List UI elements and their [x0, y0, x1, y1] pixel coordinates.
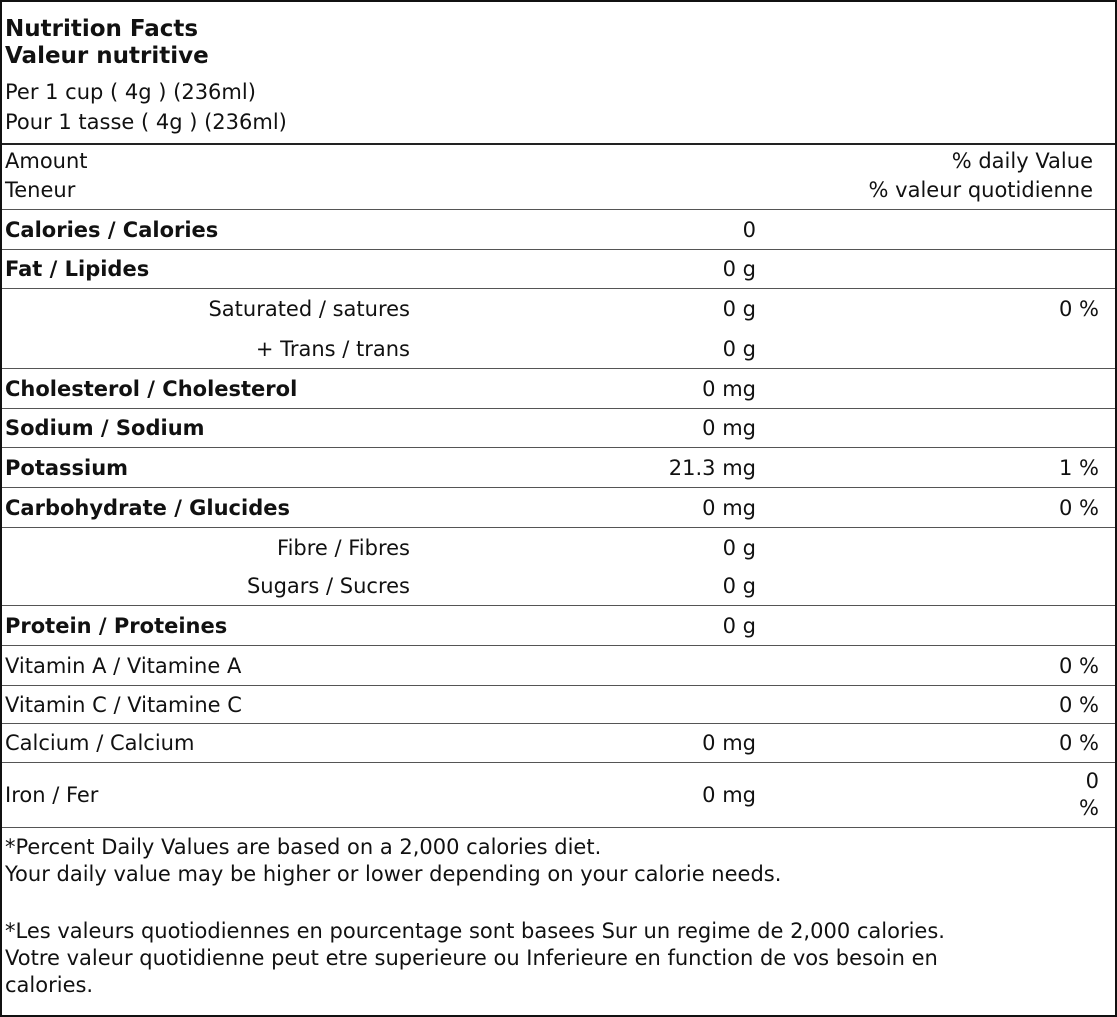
nutrient-row-carbohydrate [2, 488, 1115, 527]
divider [2, 827, 1115, 828]
nutrient-label: + Trans / trans [255, 336, 410, 361]
nutrient-amount: 0 g [722, 535, 756, 560]
divider-header [2, 143, 1115, 145]
nutrient-amount: 0 mg [702, 731, 756, 755]
title-english: Nutrition Facts [5, 16, 199, 42]
nutrient-amount: 0 [742, 217, 756, 242]
nutrient-row-potassium [2, 448, 1115, 487]
nutrient-amount: 0 g [722, 297, 756, 321]
nutrient-row-cholesterol [2, 369, 1115, 408]
nutrient-amount [502, 646, 756, 685]
nutrient-row-calories [2, 210, 1115, 249]
nutrient-row-trans [2, 329, 1115, 368]
footnote-french-line-2: Votre valeur quotidienne peut etre superieure ou Inferieure en function de vos besoin en [5, 946, 938, 970]
nutrient-row-sodium [2, 409, 1115, 447]
nutrient-label: Iron / Fer [5, 783, 99, 807]
nutrient-amount [502, 686, 756, 723]
nutrient-label: Fat / Lipides [5, 257, 150, 281]
footnote-french-line-3: calories. [5, 973, 94, 997]
nutrient-amount: 0 mg [702, 495, 756, 520]
daily-value-header-english: % daily Value [951, 149, 1093, 173]
nutrient-label: Calcium / Calcium [5, 731, 195, 755]
nutrient-label: Cholesterol / Cholesterol [5, 376, 298, 401]
nutrient-row-iron [2, 763, 1115, 827]
nutrient-label: Vitamin A / Vitamine A [5, 653, 242, 678]
nutrient-row-sugars [2, 567, 1115, 605]
nutrient-label: Sodium / Sodium [5, 416, 205, 440]
serving-size-english: Per 1 cup ( 4g ) (236ml) [5, 80, 256, 104]
nutrient-label: Vitamin C / Vitamine C [5, 692, 242, 717]
footnote-english-line-2: Your daily value may be higher or lower depending on your calorie needs. [5, 862, 782, 886]
nutrient-row-vitamin-a [2, 646, 1115, 685]
nutrient-amount: 0 g [722, 613, 756, 638]
nutrient-daily-value: 0 % [1059, 731, 1099, 755]
nutrient-row-fibre [2, 528, 1115, 567]
nutrient-row-calcium [2, 724, 1115, 762]
nutrient-label: Fibre / Fibres [277, 535, 410, 560]
nutrient-amount: 0 g [722, 257, 756, 281]
nutrient-amount: 0 mg [702, 376, 756, 401]
nutrient-amount: 0 mg [702, 416, 756, 440]
nutrient-daily-value: 0 % [1059, 495, 1099, 520]
footnote-french-line-1: *Les valeurs quotiodiennes en pourcentage sont basees Sur un regime de 2,000 calories. [5, 919, 945, 943]
title-french: Valeur nutritive [5, 43, 209, 69]
amount-header-english: Amount [5, 149, 88, 173]
nutrient-label: Sugars / Sucres [246, 574, 410, 598]
serving-size-french: Pour 1 tasse ( 4g ) (236ml) [5, 110, 287, 134]
daily-value-percent-sign: % [1079, 796, 1099, 820]
nutrient-label: Protein / Proteines [5, 613, 228, 638]
nutrient-label: Saturated / satures [208, 297, 410, 321]
nutrient-row-fat [2, 250, 1115, 288]
nutrient-daily-value: 0 % [1059, 297, 1099, 321]
nutrient-amount: 21.3 mg [668, 455, 756, 480]
nutrient-daily-value: 0 % [1059, 692, 1099, 717]
nutrient-row-vitamin-c [2, 686, 1115, 723]
nutrient-daily-value: 0 % [1059, 653, 1099, 678]
nutrient-amount: 0 mg [702, 783, 756, 807]
nutrient-amount: 0 g [722, 574, 756, 598]
amount-header-french: Teneur [5, 178, 76, 202]
daily-value-header-french: % valeur quotidienne [868, 178, 1093, 202]
footnote-english-line-1: *Percent Daily Values are based on a 2,000 calories diet. [5, 835, 602, 859]
nutrient-label: Potassium [5, 455, 129, 480]
nutrient-row-saturated [2, 289, 1115, 329]
daily-value-number: 0 [1085, 769, 1099, 793]
nutrient-label: Carbohydrate / Glucides [5, 495, 290, 520]
nutrient-daily-value: 1 % [1059, 455, 1099, 480]
nutrient-row-protein [2, 606, 1115, 645]
nutrient-amount: 0 g [722, 336, 756, 361]
nutrient-label: Calories / Calories [5, 217, 219, 242]
nutrient-daily-value [1079, 763, 1099, 827]
